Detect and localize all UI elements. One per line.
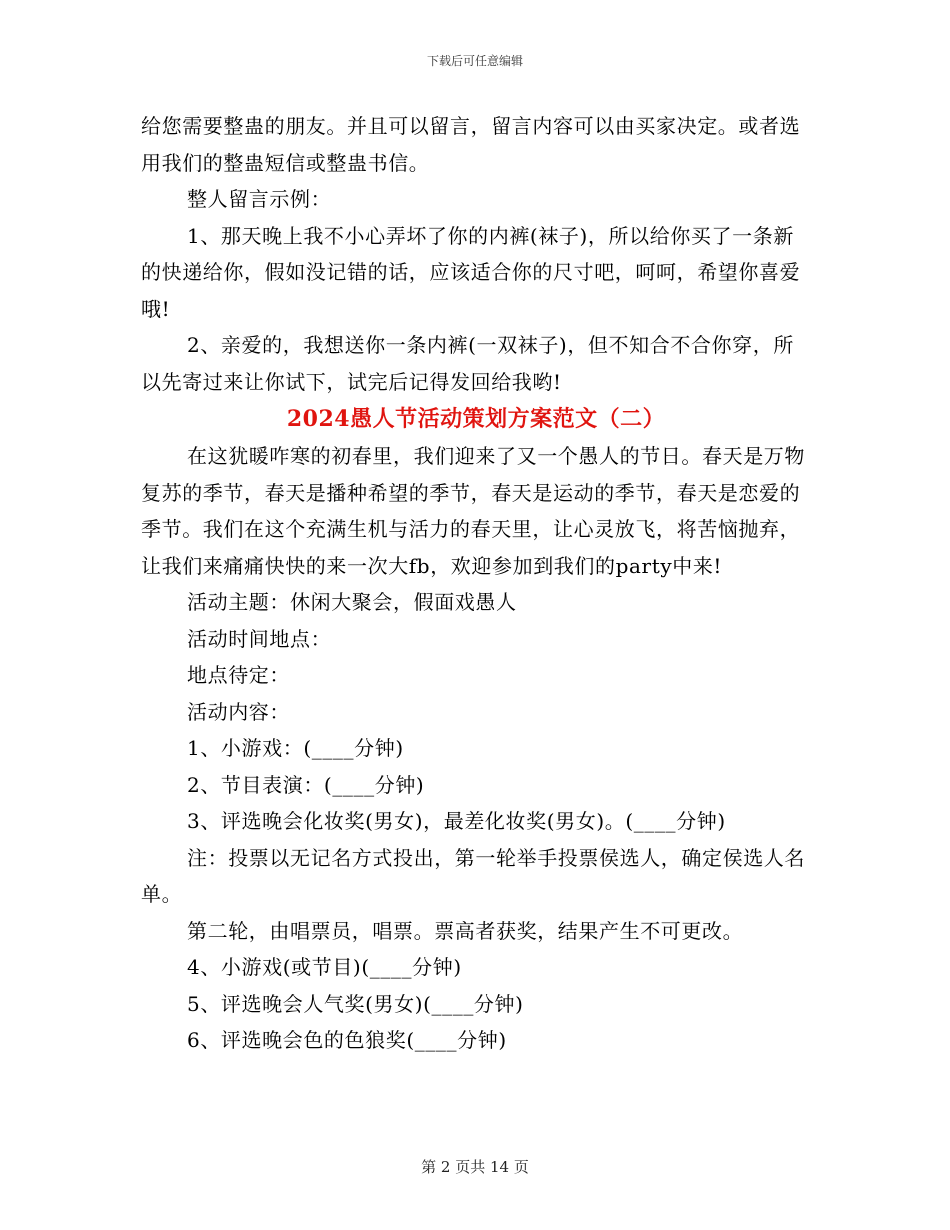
section-title: 2024愚人节活动策划方案范文（二） (286, 406, 666, 432)
paragraph: 给您需要整蛊的朋友。并且可以留言，留言内容可以由买家决定。或者选用我们的整蛊短信或整蛊书信。 (141, 114, 801, 175)
paragraph: 2、亲爱的，我想送你一条内裤(一双袜子)，但不知合不合你穿，所以先寄过来让你试下，试完后记得发回给我哟! (141, 333, 794, 394)
paragraph: 活动内容： (187, 699, 290, 724)
paragraph: 第二轮，由唱票员，唱票。票高者获奖，结果产生不可更改。 (187, 918, 744, 943)
list-item: 2、节目表演：(____分钟) (187, 772, 425, 797)
page-footer: 第 2 页共 14 页 (421, 1158, 529, 1176)
list-item: 1、小游戏：(____分钟) (187, 736, 404, 760)
list-item: 3、评选晚会化妆奖(男女)，最差化妆奖(男女)。(____分钟) (187, 809, 726, 833)
paragraph: 整人留言示例： (187, 187, 332, 211)
list-item: 6、评选晚会色的色狼奖(____分钟) (187, 1028, 507, 1052)
paragraph: 注：投票以无记名方式投出，第一轮举手投票侯选人，确定侯选人名单。 (141, 845, 805, 906)
document-body (141, 108, 811, 1059)
paragraph: 地点待定： (187, 663, 290, 687)
paragraph: 活动时间地点： (187, 626, 332, 651)
paragraph: 活动主题：休闲大聚会，假面戏愚人 (187, 590, 517, 614)
list-item: 4、小游戏(或节目)(____分钟) (187, 955, 462, 979)
page-header: 下载后可任意编辑 (426, 54, 523, 68)
paragraph: 在这犹暖咋寒的初春里，我们迎来了又一个愚人的节日。春天是万物复苏的季节，春天是播种希望的季节，春天是运动的季节，春天是恋爱的季节。我们在这个充满生机与活力的春天里，让心灵放飞，将苦恼抛弃，让我们来痛痛快快的来一次大fb，欢迎参加到我们的party中来! (141, 444, 805, 578)
paragraph: 1、那天晚上我不小心弄坏了你的内裤(袜子)，所以给你买了一条新的快递给你，假如没记错的话，应该适合你的尺寸吧，呵呵，希望你喜爱哦! (141, 223, 801, 321)
list-item: 5、评选晚会人气奖(男女)(____分钟) (187, 991, 524, 1016)
